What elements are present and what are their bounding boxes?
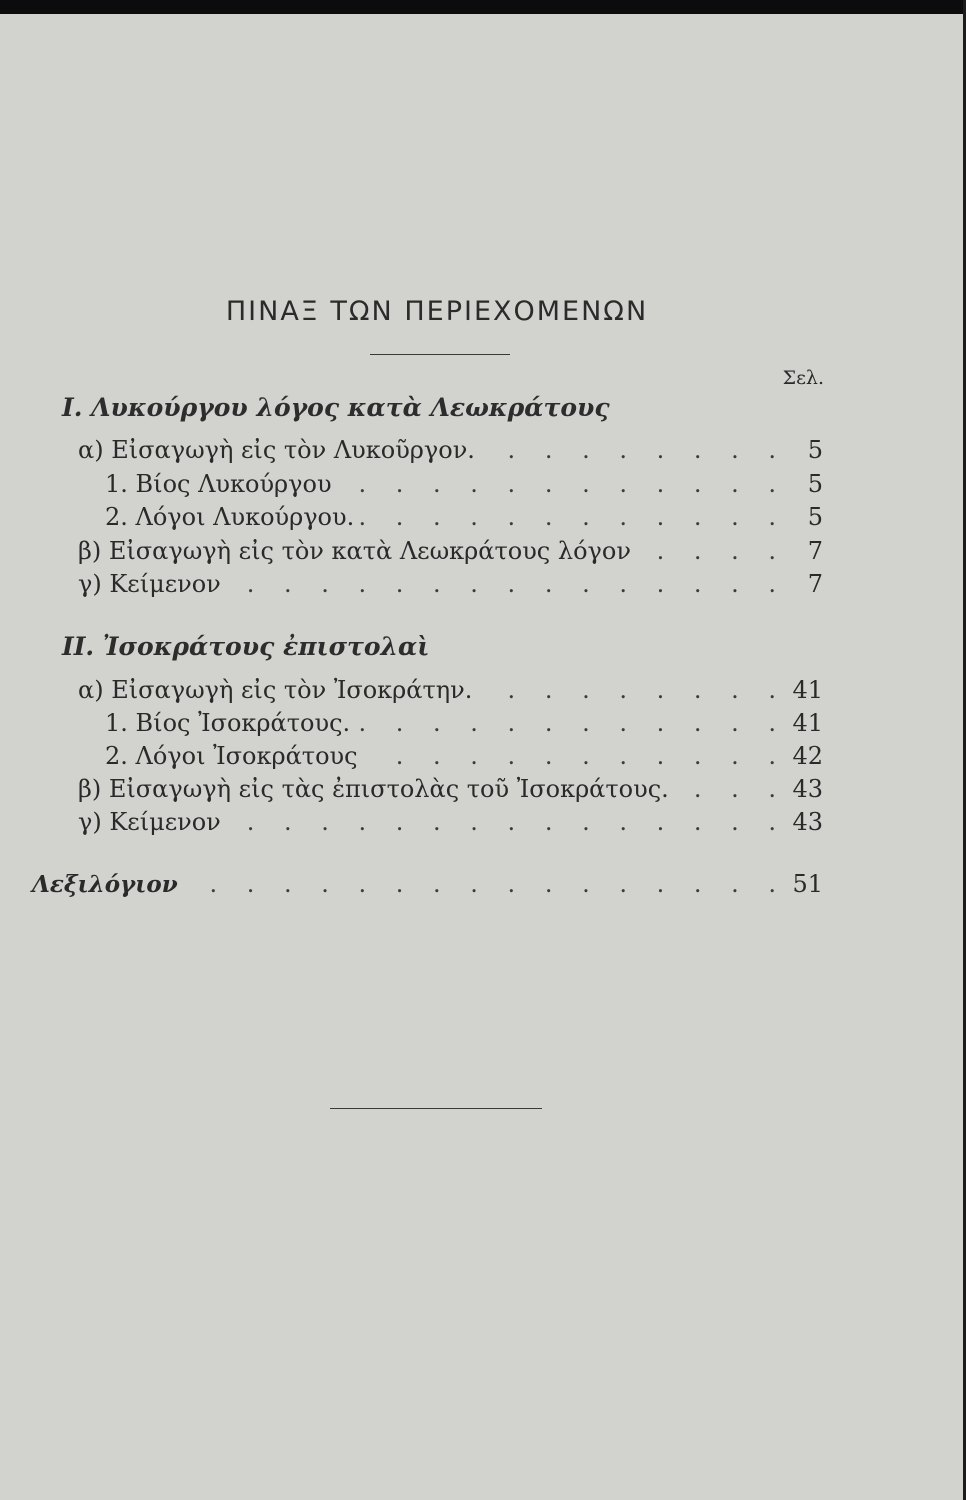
toc-entry[interactable] [78,808,823,842]
toc-entry[interactable] [105,709,823,743]
section-heading-lycurgus: I. Λυκούργου λόγος κατὰ Λεωκράτους [62,393,610,422]
toc-entry-page: 41 [792,709,823,737]
toc-entry-label: β) Εἰσαγωγὴ εἰς τὸν κατὰ Λεωκράτους λόγον [78,537,631,565]
toc-entry-page: 5 [807,503,823,531]
toc-entry-label: β) Εἰσαγωγὴ εἰς τὰς ἐπιστολὰς τοῦ Ἰσοκράτους. [78,775,669,803]
leader-dots [364,742,787,770]
toc-entry-label: Λεξιλόγιον [32,871,178,898]
toc-entry-label: α) Εἰσαγωγὴ εἰς τὸν Λυκοῦργον. [78,436,475,464]
page-column-label: Σελ. [782,367,824,389]
leader-dots [481,436,787,464]
toc-entry-page: 7 [807,570,823,598]
top-border [0,0,966,14]
leader-dots [360,503,787,531]
section-heading-isocrates: II. Ἰσοκράτους ἐπιστολαὶ [62,632,430,661]
toc-entry[interactable] [78,775,823,809]
leader-dots [478,676,787,704]
toc-entry-label: α) Εἰσαγωγὴ εἰς τὸν Ἰσοκράτην. [78,676,473,704]
toc-entry-label: 2. Λόγοι Ἰσοκράτους [105,742,358,770]
leader-dots [637,537,787,565]
toc-entry[interactable] [105,742,823,776]
toc-entry[interactable] [78,676,823,710]
leader-dots [184,870,787,898]
leader-dots [227,808,787,836]
toc-entry-label: 1. Βίος Λυκούργου [105,470,332,498]
toc-entry-page: 7 [807,537,823,565]
toc-entry-page: 43 [792,775,823,803]
bottom-divider [330,1108,542,1109]
toc-entry[interactable] [78,537,823,571]
toc-entry[interactable] [105,503,823,537]
toc-entry-page: 43 [792,808,823,836]
title-divider [370,354,510,355]
toc-entry-page: 5 [807,470,823,498]
toc-entry-page: 51 [792,870,823,898]
leader-dots [227,570,787,598]
toc-entry[interactable] [78,570,823,604]
toc-entry[interactable] [105,470,823,504]
toc-entry-label: γ) Κείμενον [78,808,221,836]
toc-entry-label: 2. Λόγοι Λυκούργου. [105,503,355,531]
toc-entry-index[interactable] [32,870,823,904]
page-title: ΠΙΝΑΞ ΤΩΝ ΠΕΡΙΕΧΟΜΕΝΩΝ [225,296,649,327]
toc-entry-label: 1. Βίος Ἰσοκράτους. [105,709,351,737]
toc-entry[interactable] [78,436,823,470]
leader-dots [338,470,787,498]
leader-dots [675,775,787,803]
toc-entry-page: 5 [807,436,823,464]
toc-entry-label: γ) Κείμενον [78,570,221,598]
toc-entry-page: 42 [792,742,823,770]
leader-dots [356,709,787,737]
toc-entry-page: 41 [792,676,823,704]
